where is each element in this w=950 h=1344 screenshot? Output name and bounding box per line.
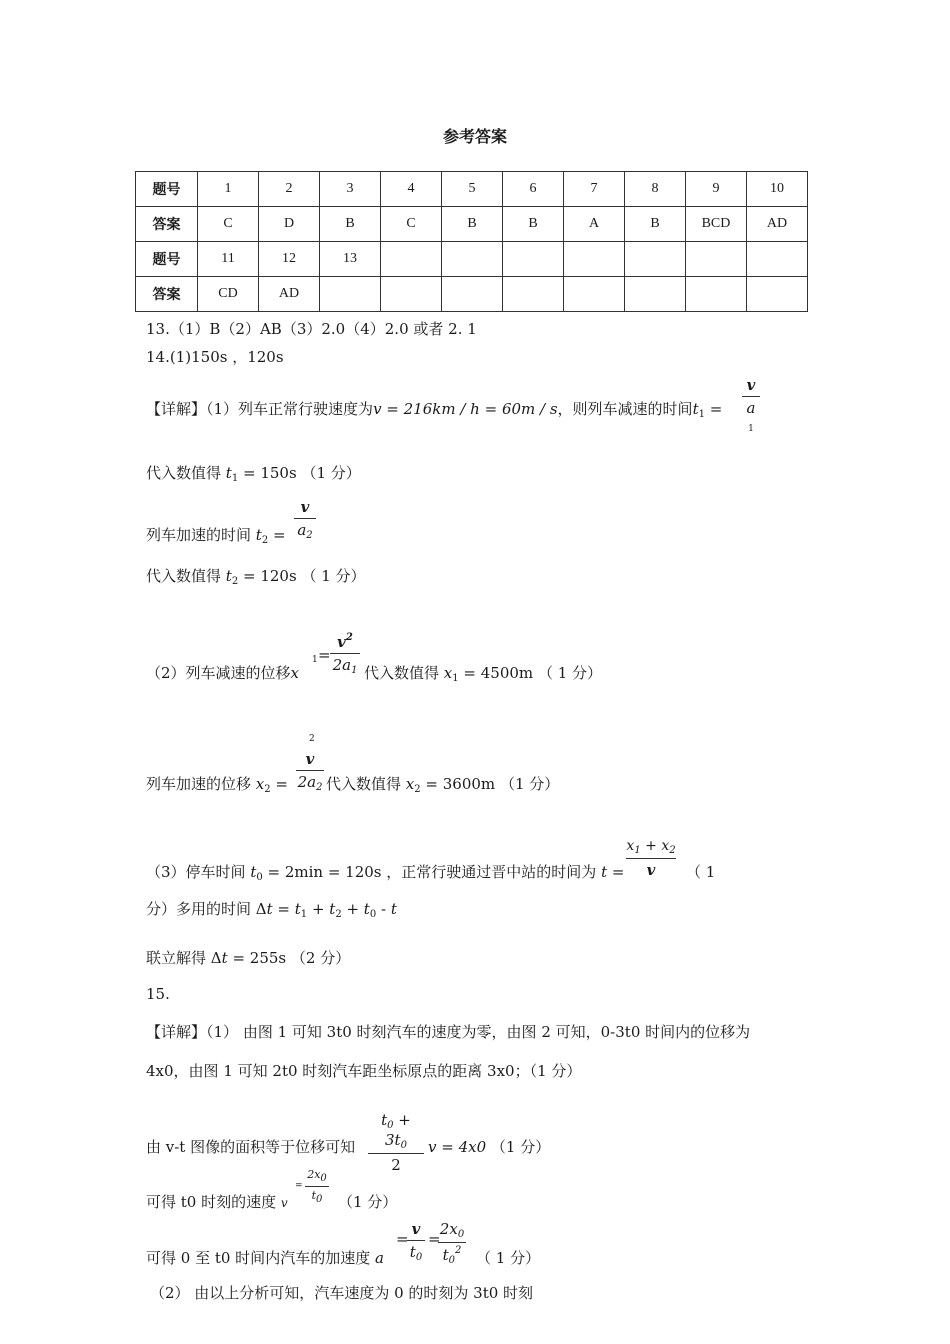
table-cell: 10 bbox=[747, 172, 808, 207]
table-cell: D bbox=[259, 207, 320, 242]
q14-line-6: 列车加速的位移 $x_2$ = bbox=[146, 775, 288, 795]
table-cell bbox=[564, 242, 625, 277]
table-cell bbox=[747, 277, 808, 312]
table-cell: CD bbox=[198, 277, 259, 312]
table-cell bbox=[381, 277, 442, 312]
fraction-2x0-over-t0: 2x0 t0 bbox=[305, 1168, 329, 1205]
table-row bbox=[136, 207, 808, 242]
table-cell: 11 bbox=[198, 242, 259, 277]
table-cell bbox=[625, 242, 686, 277]
table-row-header: 答案 bbox=[136, 277, 198, 312]
q14-header: 14.(1)150s ，120s bbox=[146, 348, 284, 366]
table-cell: 2 bbox=[259, 172, 320, 207]
table-cell bbox=[686, 277, 747, 312]
q14-line-3: 列车加速的时间 $t_2$ = bbox=[146, 526, 286, 546]
fraction-v-over-a2: v $a_2$ bbox=[294, 498, 316, 541]
table-cell bbox=[442, 242, 503, 277]
table-cell bbox=[625, 277, 686, 312]
q14-line-1: 【详解】（1）列车正常行驶速度为v = 216km / h = 60m / s，则列车减速的时间$t_1$ = bbox=[146, 400, 723, 420]
page-title: 参考答案 bbox=[442, 127, 507, 146]
table-cell bbox=[320, 277, 381, 312]
table-cell: 3 bbox=[320, 172, 381, 207]
table-cell bbox=[747, 242, 808, 277]
fraction-v-over-a1: v a 1 bbox=[742, 376, 760, 435]
table-row-header: 答案 bbox=[136, 207, 198, 242]
q15-header: 15. bbox=[146, 985, 170, 1003]
q14-line-4: 代入数值得 $t_2 = 120s$ （ 1 分） bbox=[146, 567, 366, 587]
q15-line-3: 由 v-t 图像的面积等于位移可知 bbox=[146, 1138, 356, 1156]
q15-line-1: 【详解】（1） 由图 1 可知 3t0 时刻汽车的速度为零，由图 2 可知，0-3t0 时间内的位移为 bbox=[146, 1023, 751, 1041]
table-cell: A bbox=[564, 207, 625, 242]
table-cell: 13 bbox=[320, 242, 381, 277]
fraction-x1-plus-x2-over-v: $x_1 + x_2$ v bbox=[626, 838, 676, 879]
q15-line-6: （2） 由以上分析可知，汽车速度为 0 的时刻为 3t0 时刻 bbox=[150, 1284, 534, 1302]
table-cell: BCD bbox=[686, 207, 747, 242]
fraction-v-over-t0: v $t_0$ bbox=[407, 1220, 425, 1263]
q15-line-2: 4x0，由图 1 可知 2t0 时刻汽车距坐标原点的距离 3x0；（1 分） bbox=[146, 1062, 582, 1080]
table-cell bbox=[564, 277, 625, 312]
table-row bbox=[136, 242, 808, 277]
q15-line-4: 可得 t0 时刻的速度 v bbox=[146, 1193, 288, 1211]
table-cell bbox=[503, 277, 564, 312]
table-cell bbox=[686, 242, 747, 277]
fraction-v2-over-2a2: v $2a_2$ bbox=[297, 750, 323, 793]
table-cell: AD bbox=[747, 207, 808, 242]
table-cell: 9 bbox=[686, 172, 747, 207]
table-cell bbox=[442, 277, 503, 312]
table-cell: B bbox=[320, 207, 381, 242]
table-cell: B bbox=[503, 207, 564, 242]
answer-table bbox=[135, 171, 808, 312]
table-cell: C bbox=[381, 207, 442, 242]
q14-line-9: 联立解得 Δt = 255s （2 分） bbox=[146, 949, 351, 967]
fraction-t0-plus-3t0-over-2: $t_0 + 3t_0$ 2 bbox=[368, 1111, 424, 1174]
q14-line-8: 分）多用的时间 $\Delta t = t_1 + t_2 + t_0 - t$ bbox=[146, 900, 397, 920]
table-cell: B bbox=[442, 207, 503, 242]
table-cell bbox=[503, 242, 564, 277]
fraction-v2-over-2a1: $v^2$ $2a_1$ bbox=[330, 632, 360, 676]
table-cell: 8 bbox=[625, 172, 686, 207]
q14-line-2: 代入数值得 $t_1 = 150s$ （1 分） bbox=[146, 464, 361, 484]
table-cell: 1 bbox=[198, 172, 259, 207]
table-cell bbox=[381, 242, 442, 277]
table-row bbox=[136, 277, 808, 312]
table-row-header: 题号 bbox=[136, 242, 198, 277]
fraction-2x0-over-t0-squared: $2x_0$ $t_0^2$ bbox=[439, 1220, 465, 1266]
q14-line-5: （2）列车减速的位移x bbox=[146, 664, 300, 682]
q15-line-5: 可得 0 至 t0 时间内汽车的加速度 a bbox=[146, 1249, 384, 1267]
table-row bbox=[136, 172, 808, 207]
table-cell: 5 bbox=[442, 172, 503, 207]
table-cell: 4 bbox=[381, 172, 442, 207]
table-cell: C bbox=[198, 207, 259, 242]
table-cell: 12 bbox=[259, 242, 320, 277]
table-row-header: 题号 bbox=[136, 172, 198, 207]
detail-tag: 【详解】 bbox=[146, 400, 207, 418]
table-cell: AD bbox=[259, 277, 320, 312]
table-cell: 6 bbox=[503, 172, 564, 207]
table-cell: 7 bbox=[564, 172, 625, 207]
q13-answer: 13.（1）B（2）AB（3）2.0（4）2.0 或者 2. 1 bbox=[146, 320, 477, 338]
q14-line-7: （3）停车时间 $t_0 = 2\min = 120s$ ，正常行驶通过晋中站的时间为 t = bbox=[146, 863, 625, 883]
table-cell: B bbox=[625, 207, 686, 242]
